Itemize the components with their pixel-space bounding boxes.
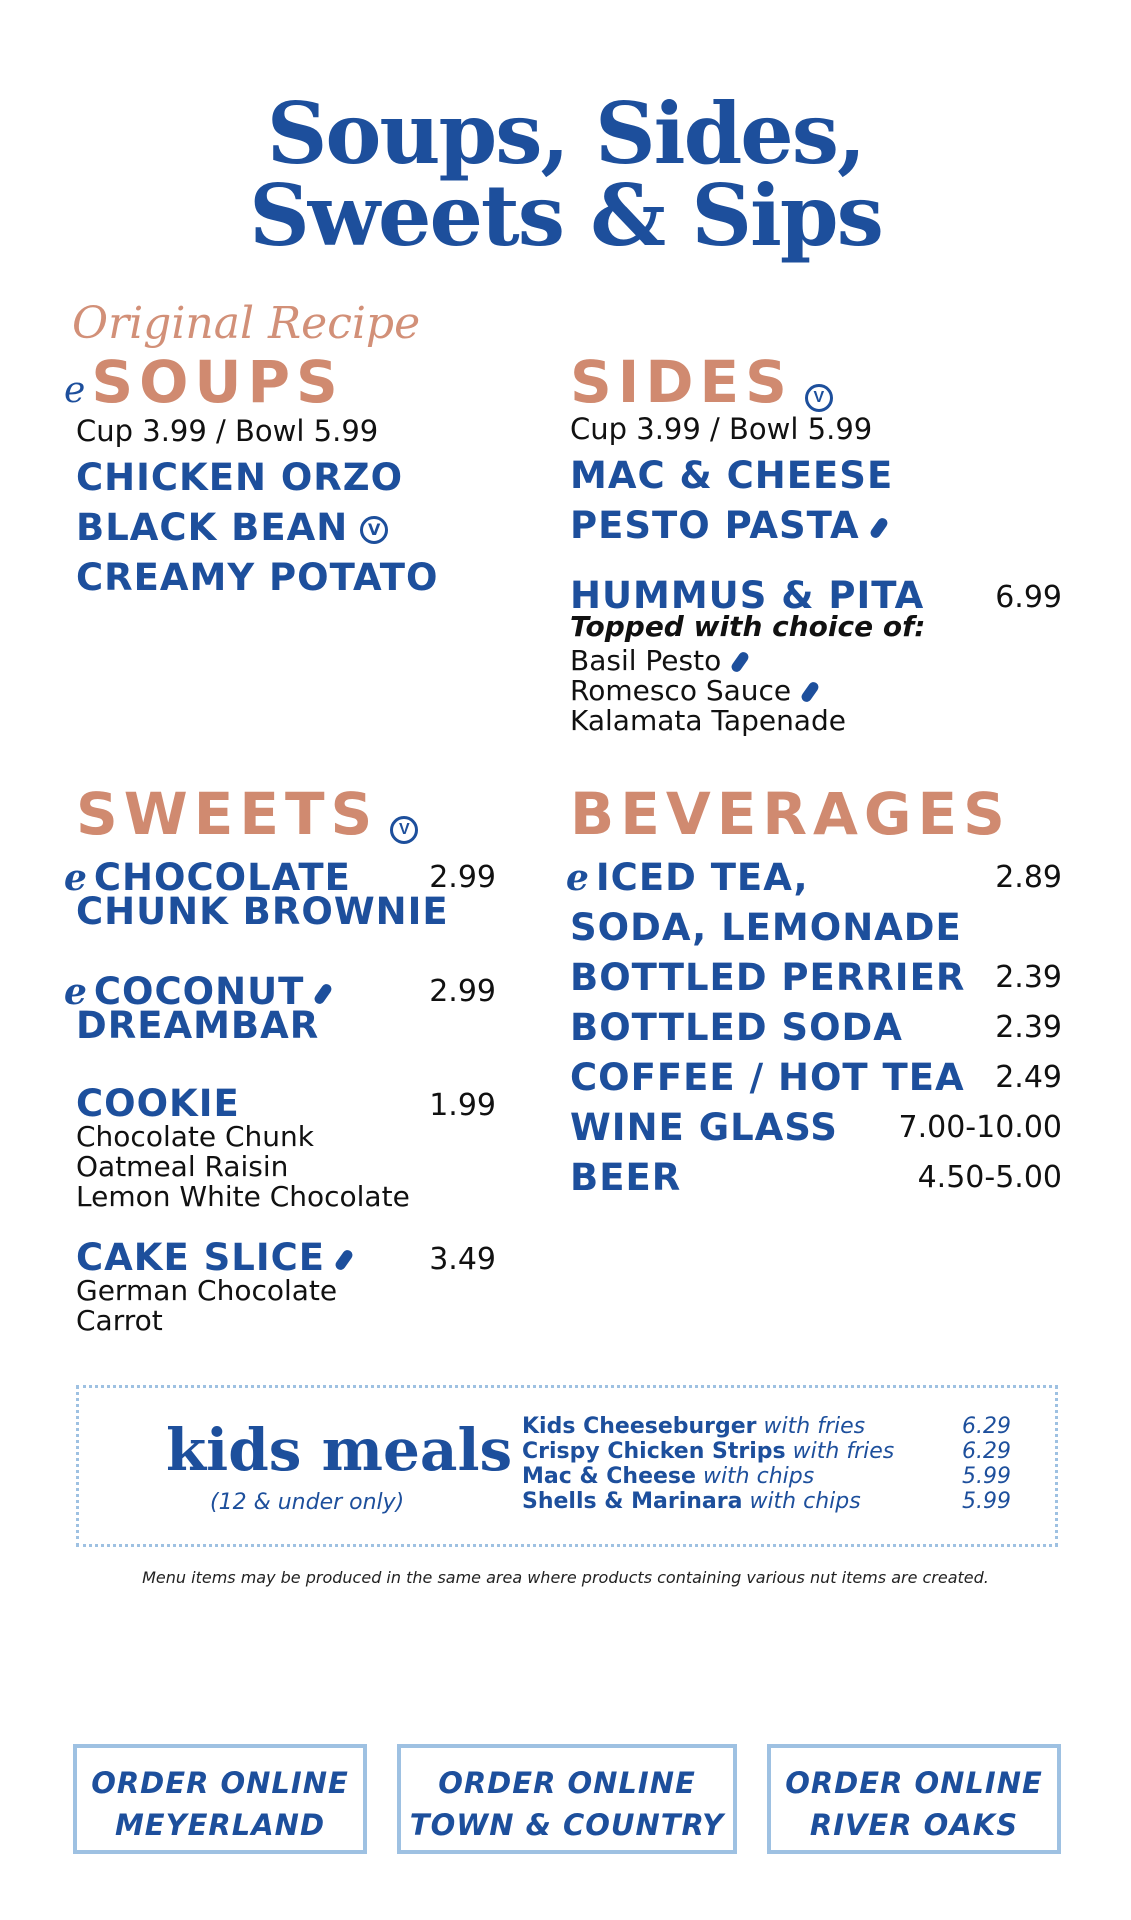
order-online-river-oaks-button[interactable] <box>767 1744 1061 1854</box>
button-label-line1: ORDER ONLINE <box>438 1766 696 1800</box>
button-label-line1: ORDER ONLINE <box>785 1766 1043 1800</box>
sides-pricing: Cup 3.99 / Bowl 5.99 <box>570 412 873 446</box>
kids-item-price: 5.99 <box>962 1489 1011 1514</box>
kids-item-name: Kids Cheeseburger <box>522 1414 757 1439</box>
beverage-item-perrier: BOTTLED PERRIER <box>570 956 966 999</box>
beverage-item-label: ICED TEA, <box>595 856 809 899</box>
nut-leaf-icon <box>868 516 889 540</box>
kids-item-note: with fries <box>792 1439 895 1464</box>
cookie-option: Chocolate Chunk <box>76 1120 314 1153</box>
sweets-heading-row <box>76 780 418 848</box>
nut-leaf-icon <box>313 982 334 1006</box>
beverage-price: 2.39 <box>995 960 1062 995</box>
soup-item-chicken-orzo: CHICKEN ORZO <box>76 456 404 499</box>
cookie-option: Lemon White Chocolate <box>76 1180 410 1213</box>
kids-item <box>522 1489 861 1514</box>
sides-heading-row <box>570 348 833 416</box>
beverage-price: 2.49 <box>995 1060 1062 1095</box>
hummus-option-label: Basil Pesto <box>570 644 722 677</box>
page-title-line1: Soups, Sides, <box>266 84 865 183</box>
kids-item-price: 5.99 <box>962 1464 1011 1489</box>
cake-option: German Chocolate <box>76 1274 338 1307</box>
button-label-line1: ORDER ONLINE <box>91 1766 349 1800</box>
beverage-price: 4.50-5.00 <box>917 1160 1062 1195</box>
beverage-item-soda-lemonade: SODA, LEMONADE <box>570 906 962 949</box>
beverage-price: 2.89 <box>995 860 1062 895</box>
cake-option: Carrot <box>76 1304 163 1337</box>
sweet-item-label: CAKE SLICE <box>76 1236 326 1279</box>
beverage-item-wine: WINE GLASS <box>570 1106 838 1149</box>
kids-item-price: 6.29 <box>962 1439 1011 1464</box>
kids-item-price: 6.29 <box>962 1414 1011 1439</box>
kids-meals-title: kids meals <box>166 1416 513 1484</box>
original-recipe-label: Original Recipe <box>72 298 421 349</box>
button-label-line2: RIVER OAKS <box>809 1808 1019 1842</box>
sweet-item-brownie-line2: CHUNK BROWNIE <box>76 890 449 933</box>
button-label-line2: MEYERLAND <box>114 1808 326 1842</box>
soups-pricing: Cup 3.99 / Bowl 5.99 <box>76 414 379 448</box>
soup-item-black-bean <box>76 506 388 550</box>
hummus-topped-label: Topped with choice of: <box>570 610 926 643</box>
original-recipe-icon: e <box>64 971 88 1013</box>
cookie-price: 1.99 <box>429 1088 496 1123</box>
kids-item <box>522 1439 894 1464</box>
beverage-price: 7.00-10.00 <box>898 1110 1062 1145</box>
beverage-item-iced-tea <box>566 856 809 900</box>
hummus-price: 6.99 <box>995 580 1062 615</box>
side-item-hummus: HUMMUS & PITA <box>570 574 925 617</box>
hummus-option-tapenade: Kalamata Tapenade <box>570 704 846 737</box>
kids-item <box>522 1464 814 1489</box>
sweet-item-label: CHOCOLATE <box>93 856 351 899</box>
nut-leaf-icon <box>800 680 821 704</box>
sweet-item-cookie: COOKIE <box>76 1082 240 1125</box>
sides-heading: SIDES <box>570 348 793 416</box>
brownie-price: 2.99 <box>429 860 496 895</box>
button-label-line2: TOWN & COUNTRY <box>409 1808 725 1842</box>
beverage-item-beer: BEER <box>570 1156 682 1199</box>
nut-leaf-icon <box>730 650 751 674</box>
kids-item-name: Crispy Chicken Strips <box>522 1439 786 1464</box>
side-item-label: PESTO PASTA <box>570 504 860 547</box>
hummus-option-romesco <box>570 676 815 706</box>
side-item-mac-cheese: MAC & CHEESE <box>570 454 894 497</box>
coconut-price: 2.99 <box>429 974 496 1009</box>
hummus-option-basil <box>570 646 745 676</box>
order-online-town-country-button[interactable] <box>397 1744 737 1854</box>
soups-heading-row <box>64 348 344 416</box>
original-recipe-icon: e <box>64 370 86 411</box>
nut-leaf-icon <box>334 1248 355 1272</box>
kids-meals-subtitle: (12 & under only) <box>210 1490 405 1515</box>
soup-item-creamy-potato: CREAMY POTATO <box>76 556 439 599</box>
kids-item-note: with chips <box>749 1489 861 1514</box>
hummus-option-label: Romesco Sauce <box>570 674 792 707</box>
soup-item-label: BLACK BEAN <box>76 506 349 549</box>
page-title-line2: Sweets & Sips <box>249 166 882 265</box>
original-recipe-icon: e <box>64 857 88 899</box>
kids-item-name: Shells & Marinara <box>522 1489 743 1514</box>
beverage-price: 2.39 <box>995 1010 1062 1045</box>
beverage-item-bottled-soda: BOTTLED SODA <box>570 1006 903 1049</box>
cookie-option: Oatmeal Raisin <box>76 1150 289 1183</box>
order-online-meyerland-button[interactable] <box>73 1744 367 1854</box>
kids-item-note: with chips <box>702 1464 815 1489</box>
vegetarian-icon: V <box>390 816 418 844</box>
kids-item-name: Mac & Cheese <box>522 1464 696 1489</box>
vegetarian-icon: V <box>360 516 388 544</box>
kids-item <box>522 1414 865 1439</box>
beverage-item-coffee: COFFEE / HOT TEA <box>570 1056 965 1099</box>
vegetarian-icon: V <box>805 384 833 412</box>
original-recipe-icon: e <box>566 857 590 899</box>
soups-heading: SOUPS <box>91 348 344 416</box>
cake-price: 3.49 <box>429 1242 496 1277</box>
side-item-pesto-pasta <box>570 504 884 548</box>
nut-disclaimer: Menu items may be produced in the same area where products containing various nut items are created. <box>142 1568 989 1587</box>
sweets-heading: SWEETS <box>76 780 379 848</box>
sweet-item-label: COCONUT <box>93 970 305 1013</box>
kids-item-note: with fries <box>763 1414 866 1439</box>
beverages-heading: BEVERAGES <box>570 780 1011 848</box>
sweet-item-coconut-line2: DREAMBAR <box>76 1004 320 1047</box>
